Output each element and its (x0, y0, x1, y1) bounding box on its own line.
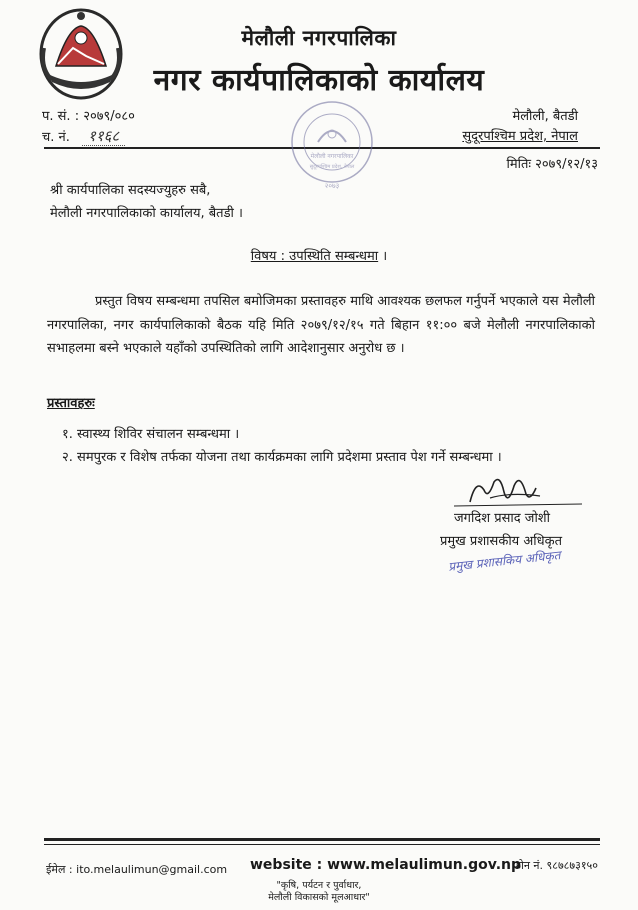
footer-phone: फोन नं. ९८७८७३१५० (512, 859, 598, 872)
proposal-item-1: १. स्वास्थ्य शिविर संचालन सम्बन्धमा । (62, 427, 240, 442)
dispatch-number (42, 126, 125, 146)
stamp-year: २०७३ (324, 182, 340, 190)
footer-motto (0, 880, 638, 904)
footer-divider-thick (44, 838, 600, 841)
dispatch-number-label: च. नं. (42, 130, 70, 145)
subject-label: विषय : उपस्थिति सम्बन्धमा (250, 249, 379, 264)
recipient-line-2: मेलौली नगरपालिकाको कार्यालय, बैतडी । (50, 206, 243, 221)
footer-email: ईमेल : ito.melaulimun@gmail.com (46, 863, 228, 876)
signatory-name: जगदिश प्रसाद जोशी (454, 511, 551, 526)
signatory-stamp: प्रमुख प्रशासकिय अधिकृत (447, 548, 562, 574)
proposal-item-2: २. समपुरक र विशेष तर्फका योजना तथा कार्यक्रमका लागि प्रदेशमा प्रस्ताव पेश गर्ने सम्बन्धमा । (62, 450, 502, 465)
recipient-line-1: श्री कार्यपालिका सदस्यज्युहरु सबै, (50, 183, 211, 198)
org-name: मेलौली नगरपालिका (241, 26, 397, 50)
reference-number: प. सं. : २०७९/०८० (42, 109, 135, 124)
subject-line (0, 246, 638, 264)
office-name: नगर कार्यपालिकाको कार्यालय (153, 63, 485, 98)
stamp-text-inner: सुदूरपश्चिम प्रदेश, नेपाल (309, 164, 355, 170)
motto-line-2: मेलौली विकासको मूलआधार" (268, 892, 370, 903)
address-line-2: सुदूरपश्चिम प्रदेश, नेपाल (462, 129, 578, 144)
footer-divider-thin (44, 844, 600, 845)
motto-line-1: "कृषि, पर्यटन र पुर्वाधार, (276, 880, 362, 891)
body-paragraph: प्रस्तुत विषय सम्बन्धमा तपसिल बमोजिमका प्रस्तावहरु माथि आवश्यक छलफल गर्नुपर्ने भएकाले यस मेलौली नगरपालिका, नगर कार्यपालिकाको बैठक यहि मिति २०७९/१२/१५ गते बिहान ११:०० बजे मेलौली नगरपालिकाको सभाहलमा बस्ने भएकाले यहाँको उपस्थितिको लागि आदेशानुसार अनुरोध छ । (47, 294, 595, 356)
address-line-1: मेलौली, बैतडी (512, 109, 578, 124)
stamp-text-outer: मेलौली नगरपालिका (310, 153, 354, 160)
proposals-heading: प्रस्तावहरुः (47, 396, 95, 411)
footer-website: website : www.melaulimun.gov.np (250, 857, 522, 873)
subject-end: । (378, 249, 388, 264)
letter-date: मितिः २०७९/१२/१३ (506, 157, 598, 172)
office-seal-stamp (272, 98, 392, 194)
dispatch-number-value: ११६८ (82, 127, 125, 146)
signatory-title: प्रमुख प्रशासकीय अधिकृत (440, 534, 563, 549)
